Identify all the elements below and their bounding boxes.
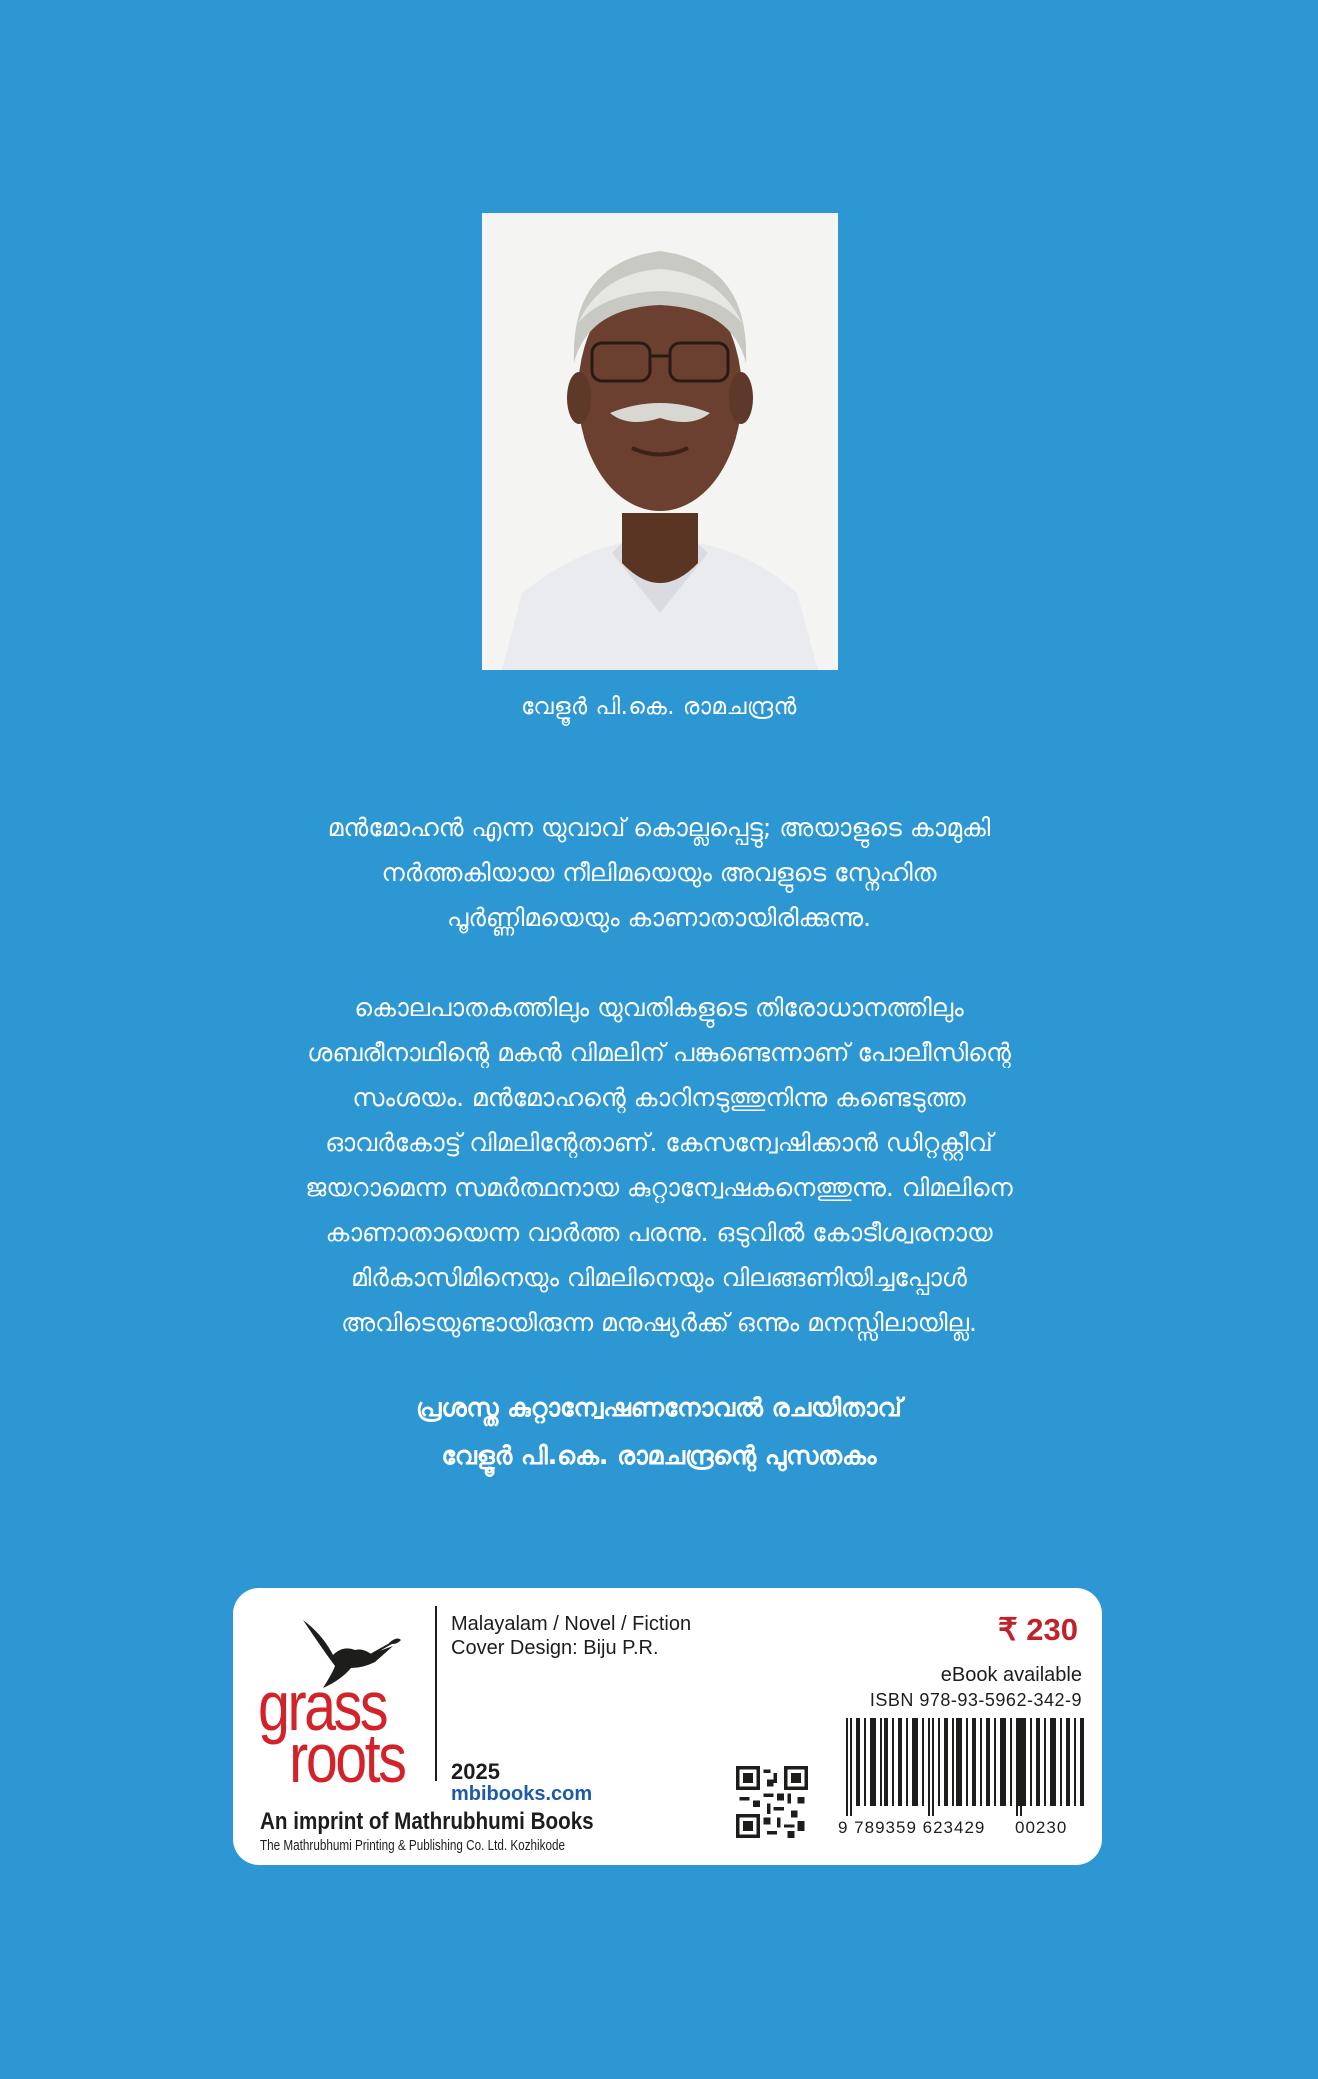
- author-caption: വേളൂർ പി.കെ. രാമചന്ദ്രൻ: [521, 694, 797, 720]
- ebook-note: eBook available: [940, 1664, 1082, 1686]
- blurb-line: നർത്തകിയായ നീലിമയെയും അവളുടെ സ്നേഹിത: [381, 858, 937, 887]
- blurb-line: കൊലപാതകത്തിലും യുവതികളുടെ തിരോധാനത്തിലും: [354, 993, 964, 1022]
- imprint-line: An imprint of Mathrubhumi Books: [260, 1808, 594, 1835]
- grassroots-logo: [258, 1667, 405, 1797]
- blurb-line: മൻമോഹൻ എന്ന യുവാവ് കൊല്ലപ്പെട്ടു; അയാളുടെ കാമുകി: [327, 813, 991, 842]
- qr-code-icon: [736, 1766, 808, 1838]
- barcode-icon: [846, 1718, 1026, 1816]
- blurb-paragraph-1: [150, 805, 1168, 940]
- blurb-line: സംശയം. മൻമോഹന്റെ കാറിനടുത്തുനിന്നു കണ്ടെടുത്ത: [352, 1083, 966, 1112]
- blurb-line: അവിടെയുണ്ടായിരുന്ന മനുഷ്യർക്ക് ഒന്നും മനസ്സിലായില്ല.: [341, 1308, 977, 1337]
- tagline: [0, 1384, 1318, 1480]
- publisher-panel: [233, 1588, 1102, 1865]
- isbn: ISBN 978-93-5962-342-9: [869, 1690, 1082, 1710]
- barcode-addon-icon: [1006, 1718, 1086, 1816]
- cover-design-credit: Cover Design: Biju P.R.: [451, 1637, 659, 1659]
- logo-word-grass: grass: [258, 1667, 387, 1745]
- publication-year: 2025: [451, 1759, 500, 1784]
- blurb-line: പൂർണ്ണിമയെയും കാണാതായിരിക്കുന്നു.: [446, 903, 872, 932]
- divider: [435, 1606, 437, 1781]
- blurb-line: ജയറാമെന്ന സമർത്ഥനായ കുറ്റാന്വേഷകനെത്തുന്നു. വിമലിനെ: [305, 1173, 1013, 1202]
- blurb-line: ശബരീനാഥിന്റെ മകൻ വിമലിന് പങ്കുണ്ടെന്നാണ് പോലീസിന്റെ: [307, 1038, 1011, 1067]
- blurb-paragraph-2: [150, 985, 1168, 1345]
- barcode-addon-number: 00230: [1015, 1818, 1068, 1837]
- price: ₹ 230: [997, 1612, 1078, 1647]
- blurb-line: മിർകാസിമിനെയും വിമലിനെയും വിലങ്ങണിയിച്ചപ്പോൾ: [351, 1263, 967, 1292]
- genre-label: Malayalam / Novel / Fiction: [451, 1613, 692, 1635]
- logo-word-roots: roots: [289, 1719, 405, 1797]
- barcode-number: 9 789359 623429: [838, 1818, 986, 1837]
- tagline-line: പ്രശസ്ത കുറ്റാന്വേഷണനോവൽ രചയിതാവ്: [416, 1393, 902, 1422]
- blurb-line: ഓവർകോട്ട് വിമലിന്റേതാണ്. കേസന്വേഷിക്കാൻ ഡിറ്റക്റ്റീവ്: [325, 1128, 993, 1157]
- blurb-line: കാണാതായെന്ന വാർത്ത പരന്നു. ഒടുവിൽ കോടീശ്വരനായ: [325, 1218, 993, 1247]
- tagline-line: വേളൂർ പി.കെ. രാമചന്ദ്രന്റെ പുസതകം: [441, 1441, 877, 1470]
- publisher-website: mbibooks.com: [451, 1783, 593, 1805]
- author-photo: [482, 213, 838, 670]
- printer-line: The Mathrubhumi Printing & Publishing Co. Ltd. Kozhikode: [260, 1837, 566, 1854]
